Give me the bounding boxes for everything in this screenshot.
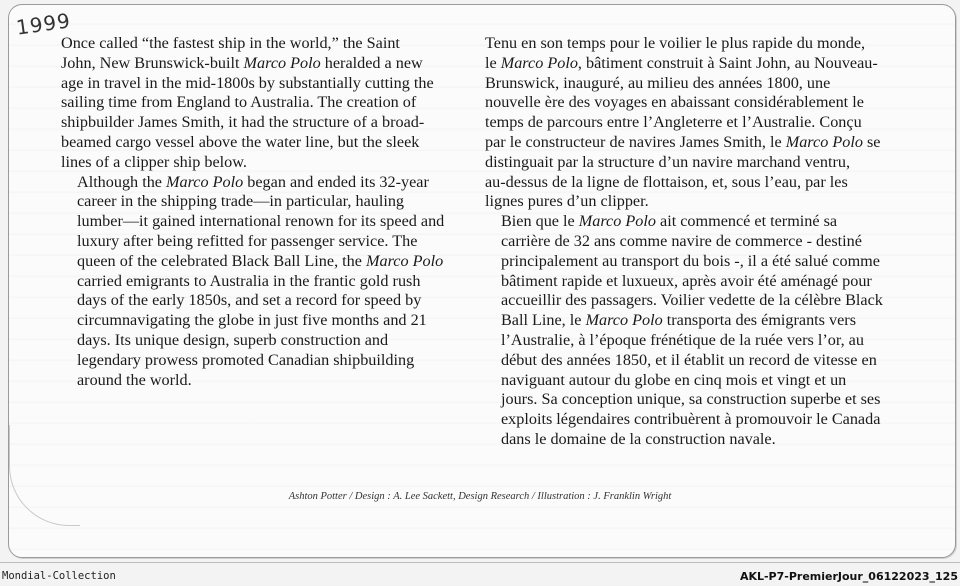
text-segment: dans le domaine de la construction navale. xyxy=(501,429,776,448)
text-segment: age in travel in the mid-1800s by substantially cutting the xyxy=(61,73,434,92)
text-line xyxy=(61,272,471,292)
text-line xyxy=(61,153,471,173)
text-line xyxy=(485,272,900,292)
footer-reference-code: AKL-P7-PremierJour_06122023_125 xyxy=(739,570,958,583)
text-line xyxy=(485,311,900,331)
text-line xyxy=(485,54,900,74)
text-line xyxy=(61,252,471,272)
text-segment: , bâtiment construit à Saint John, au Nouveau- xyxy=(577,53,878,72)
text-segment: Brunswick, inauguré, au milieu des années 1800, une xyxy=(485,73,831,92)
text-line xyxy=(61,212,471,232)
text-line xyxy=(485,410,900,430)
text-line xyxy=(61,291,471,311)
text-segment: lignes pures d’un clipper. xyxy=(485,192,649,211)
text-line xyxy=(61,232,471,252)
text-segment: par le constructeur de navires James Smith, le xyxy=(485,132,786,151)
text-segment: Bien que le xyxy=(501,212,579,231)
text-line xyxy=(485,252,900,272)
text-line xyxy=(485,153,900,173)
text-line xyxy=(485,74,900,94)
text-segment: heralded a new xyxy=(320,53,423,72)
text-segment: transporta des émigrants vers xyxy=(662,311,856,330)
text-segment: le xyxy=(485,53,501,72)
text-segment: naviguant autour du globe en cinq mois et vingt et un xyxy=(501,370,847,389)
text-segment: nouvelle ère des voyages en abaissant considérablement le xyxy=(485,93,864,112)
text-segment: distinguait par la structure d’un navire marchand ventru, xyxy=(485,152,850,171)
text-segment: accueillir des passagers. Voilier vedette de la célèbre Black xyxy=(501,291,883,310)
text-line xyxy=(61,192,471,212)
card-inner-corner xyxy=(9,425,80,526)
text-line xyxy=(61,173,471,193)
text-line xyxy=(61,113,471,133)
bottom-divider xyxy=(0,562,960,563)
text-segment: days of the early 1850s, and set a record for speed by xyxy=(77,291,422,310)
text-line xyxy=(485,133,900,153)
ship-name: Marco Polo xyxy=(578,212,656,231)
text-line xyxy=(485,351,900,371)
text-line xyxy=(485,331,900,351)
text-segment: l’Australie, à l’époque frénétique de la ruée vers l’or, au xyxy=(501,330,864,349)
text-segment: legendary prowess promoted Canadian shipbuilding xyxy=(77,350,415,369)
text-segment: exploits légendaires contribuèrent à promouvoir le Canada xyxy=(501,410,881,429)
text-segment: se xyxy=(862,132,881,151)
handwritten-year: 1999 xyxy=(14,8,73,40)
text-line xyxy=(61,74,471,94)
text-line xyxy=(61,133,471,153)
text-segment: circumnavigating the globe in just five months and 21 xyxy=(77,311,427,330)
text-segment: sailing time from England to Australia. The creation of xyxy=(61,93,417,112)
ship-name: Marco Polo xyxy=(785,132,863,151)
text-line xyxy=(485,192,900,212)
text-segment: Although the xyxy=(77,172,167,191)
text-line xyxy=(485,291,900,311)
text-line xyxy=(61,311,471,331)
text-segment: luxury after being refitted for passenger service. The xyxy=(77,231,418,250)
text-segment: began and ended its 32-year xyxy=(243,172,429,191)
text-line xyxy=(485,93,900,113)
text-segment: career in the shipping trade—in particular, hauling xyxy=(77,192,405,211)
text-line xyxy=(485,212,900,232)
text-line xyxy=(61,371,471,391)
text-segment: queen of the celebrated Black Ball Line, the xyxy=(77,251,367,270)
text-segment: temps de parcours entre l’Angleterre et l’Australie. Conçu xyxy=(485,113,862,132)
text-segment: principalement au transport du bois -, il a été salué comme xyxy=(501,251,880,270)
text-line xyxy=(485,430,900,450)
text-line xyxy=(61,351,471,371)
text-segment: John, New Brunswick-built xyxy=(61,53,244,72)
french-paragraph-1 xyxy=(485,34,900,212)
text-segment: ait commencé et terminé sa xyxy=(655,212,838,231)
text-segment: Once called “the fastest ship in the world,” the Saint xyxy=(61,34,400,52)
text-line xyxy=(61,54,471,74)
text-segment: around the world. xyxy=(77,370,192,389)
english-paragraph-2 xyxy=(61,173,471,391)
text-line xyxy=(485,232,900,252)
ship-name: Marco Polo xyxy=(366,251,444,270)
text-line xyxy=(61,34,471,54)
text-segment: bâtiment rapide et luxueux, après avoir été aménagé pour xyxy=(501,271,872,290)
text-segment: Tenu en son temps pour le voilier le plus rapide du monde, xyxy=(485,34,866,52)
text-segment: shipbuilder James Smith, it had the structure of a broad- xyxy=(61,113,425,132)
text-segment: days. Its unique design, superb construction and xyxy=(77,330,389,349)
text-line xyxy=(61,331,471,351)
ship-name: Marco Polo xyxy=(585,311,663,330)
french-text-column xyxy=(485,34,900,450)
ship-name: Marco Polo xyxy=(166,172,244,191)
text-segment: Ball Line, le xyxy=(501,311,586,330)
text-segment: carrière de 32 ans comme navire de commerce - destiné xyxy=(501,231,862,250)
text-line xyxy=(485,390,900,410)
design-credits: Ashton Potter / Design : A. Lee Sackett, Design Research / Illustration : J. Franklin Wright xyxy=(288,491,672,502)
text-segment: carried emigrants to Australia in the frantic gold rush xyxy=(77,271,421,290)
ship-name: Marco Polo xyxy=(243,53,321,72)
french-paragraph-2 xyxy=(485,212,900,450)
english-text-column xyxy=(61,34,471,390)
english-paragraph-1 xyxy=(61,34,471,173)
text-line xyxy=(485,113,900,133)
ship-name: Marco Polo xyxy=(500,53,578,72)
text-segment: lines of a clipper ship below. xyxy=(61,152,247,171)
text-line xyxy=(485,371,900,391)
text-segment: lumber—it gained international renown for its speed and xyxy=(77,212,445,231)
text-segment: début des années 1850, et il établit un record de vitesse en xyxy=(501,350,877,369)
text-line xyxy=(485,173,900,193)
text-line xyxy=(485,34,900,54)
text-segment: jours. Sa conception unique, sa construction superbe et ses xyxy=(501,390,881,409)
text-line xyxy=(61,93,471,113)
footer-collection-label: Mondial-Collection xyxy=(2,570,116,582)
text-segment: au-dessus de la ligne de flottaison, et, sous l’eau, par les xyxy=(485,172,848,191)
text-segment: beamed cargo vessel above the water line, but the sleek xyxy=(61,132,420,151)
